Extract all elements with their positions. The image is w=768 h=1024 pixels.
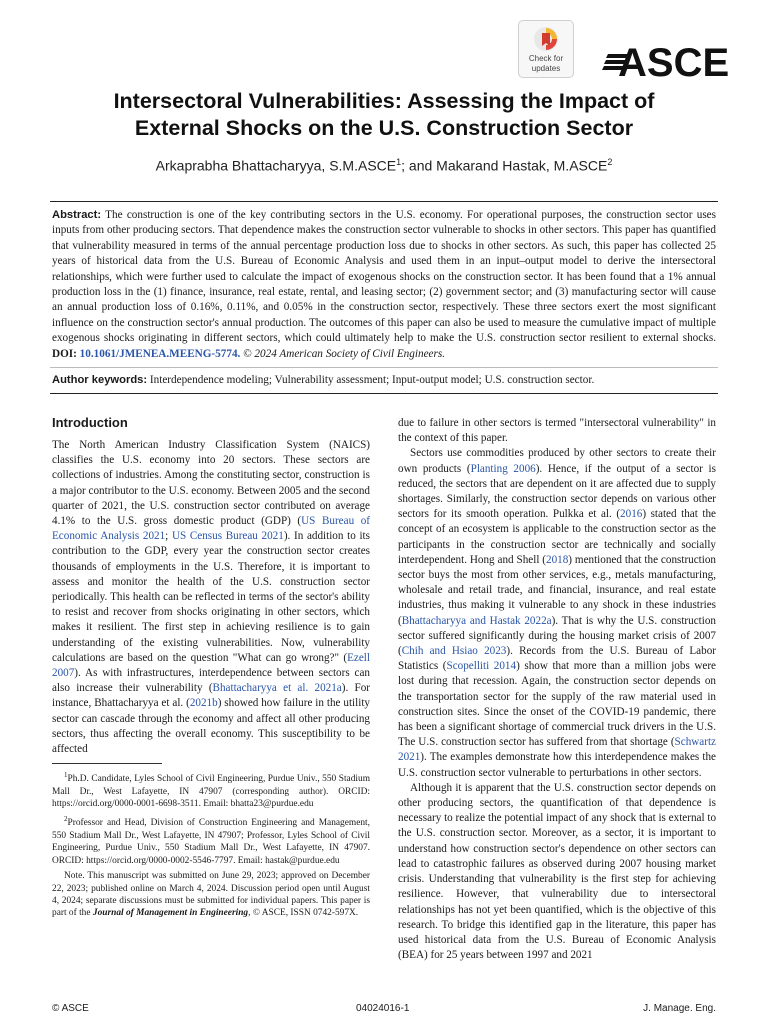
abstract	[52, 208, 716, 362]
paper-title	[40, 88, 728, 142]
journal-name: Journal of Management in Engineering	[92, 908, 249, 919]
footer-publisher: © ASCE	[52, 1003, 89, 1014]
text-run: Sectors use commodities produced by other sectors to create their own products (	[398, 447, 716, 475]
citation-link[interactable]: Bhattacharyya et al. 2021a	[212, 682, 342, 695]
text-run: ). Hence, if the output of a sector is reduced, the sectors that are dependent on it are affected due to supply shortages. Similarly, the construction sector depends on various other sectors for its smooth operation. Pulkka et al. (	[398, 462, 716, 521]
text-run: ). Records from the U.S. Bureau of Labor Statistics (	[398, 645, 716, 673]
badge-line2: updates	[531, 64, 561, 73]
text-run: ). For instance, Bhattacharyya et al. (	[52, 682, 370, 710]
doi-link[interactable]: 10.1061/JMENEA.MEENG-5774.	[79, 347, 241, 360]
keywords-text: Interdependence modeling; Vulnerability assessment; Input-output model; U.S. construction sector.	[149, 374, 595, 386]
abstract-copyright: © 2024 American Society of Civil Engineers.	[243, 347, 446, 360]
right-column	[398, 416, 716, 963]
note-text: , © ASCE, ISSN 0742-597X.	[248, 908, 359, 919]
note-text: Note. This manuscript was submitted on June 29, 2023; approved on December 22, 2023; published online on March 4, 2024. Discussion period open until August 4, 2024; separate discussions must be submitted for individual papers. This paper is part of the	[52, 871, 370, 919]
citation-link[interactable]: Bhattacharyya and Hastak 2022a	[401, 614, 552, 627]
keywords-bottom-rule	[50, 393, 718, 394]
text-run: ) stated that the concept of an ecosystem is applicable to the construction sector as the participants in the construction sector are technically and socially interdependent. Hong and Shell (	[398, 508, 716, 566]
citation-link[interactable]: 2016	[620, 508, 643, 521]
citation-link[interactable]: Schwartz 2021	[398, 736, 716, 764]
abstract-text: The construction is one of the key contributing sectors in the U.S. economy. For operational purposes, the construction sector uses inputs from other producing sectors. That dependence makes the construction sector vulnerable to shocks in other sectors. This paper has quantified that vulnerability measured in terms of the annual percentage production loss due to shocks in other sectors. As such, this paper has collected 25 years of historical data from the U.S. Bureau of Economic Analysis and used them in an input–output model to derive the intersectoral relationships, which were further used to calculate the impact of exogenous shocks on the construction sector. It has been found that a 1% annual production loss in the (1) finance, insurance, real estate, rental, and leasing sector; (2) government sector; and (3) manufacturing sector will cause an annual production loss of 0.16%, 0.11%, and 0.05% in the construction sector, respectively. These three sectors exert the most significant influence on the construction sector's annual production. The outcomes of this paper can also be used to measure the cumulative impact of multiple exogenous shocks originating in different sectors, which could ultimately help to make the U.S. construction sector resilient to external shocks.	[52, 209, 716, 345]
check-for-updates-badge[interactable]	[518, 20, 574, 78]
citation-link[interactable]: US Census Bureau 2021	[171, 530, 284, 543]
author-keywords	[52, 373, 716, 388]
text-run: ) mentioned that the construction sector buys the most from other services, e.g., metals manufacturing, wholesale and retail trade, and financial, insurance, and real estate industries, thus making it vulnerable to any shock in these industries (	[398, 553, 716, 627]
author2-affil: 2	[607, 157, 613, 167]
citation-link[interactable]: US Bureau of Economic Analysis 2021	[52, 515, 370, 543]
footnote-2	[52, 813, 370, 867]
author-list	[40, 153, 728, 175]
citation-link[interactable]: Planting 2006	[470, 462, 536, 475]
footnote-marker: 2	[64, 815, 68, 824]
text-run: ). As with infrastructures, interdependence between sectors can also increase their vulnerability (	[52, 667, 370, 695]
author-separator: ; and Makarand Hastak, M.ASCE	[401, 157, 608, 174]
author1: Arkaprabha Bhattacharyya, S.M.ASCE	[155, 157, 397, 174]
footnote-1	[52, 769, 370, 810]
badge-line1: Check for	[528, 54, 564, 63]
right-paragraph-1: due to failure in other sectors is termed "intersectoral vulnerability" in the context of this paper.	[398, 417, 716, 445]
citation-link[interactable]: Scopelliti 2014	[446, 660, 517, 673]
intro-paragraph-1	[52, 438, 370, 757]
text-run: ) show that more than a million jobs were lost during that recession. Again, the construction sector depends on the transportation sector for the supply of the raw material used in construction sites. Since the onset of the COVID-19 pandemic, there has been a significant shortage of commercial truck drivers in the U.S. The U.S. construction sector has suffered from that shortage (	[398, 660, 716, 749]
asce-logo	[602, 40, 730, 85]
text-run: The North American Industry Classification System (NAICS) classifies the U.S. economy into 20 sectors. These sectors are collections of industries. Among the constituting sector, construction is a major contributor to the U.S. economy. Between 2005 and the second quarter of 2021, the U.S. construction sector contributed on average 4.1% to the U.S. gross domestic product (GDP) (	[52, 439, 370, 528]
footnote-text: Ph.D. Candidate, Lyles School of Civil Engineering, Purdue Univ., 550 Stadium Mall Dr., West Lafayette, IN 47907 (corresponding author). ORCID: https://orcid.org/0000-0001-6698-3511. Email: bhatta23@purdue.edu	[52, 774, 370, 809]
text-run: ;	[165, 530, 172, 543]
citation-link[interactable]: 2018	[546, 553, 569, 566]
right-paragraph-2	[398, 446, 716, 780]
keywords-label: Author keywords:	[52, 374, 148, 386]
text-run: ). In addition to its contribution to the GDP, every year the construction sector creates thousands of employments in the U.S. Therefore, it is important to assess and monitor the health of the U.S. construction sector periodically. This health can be reflected in terms of the sector's ability to resist and recover from shocks originating in other sectors, which makes it resilient. The first step in achieving resilience is to gain understanding of the existing vulnerabilities. Now, vulnerability calculations are based on the question "What can go wrong?" (	[52, 530, 370, 664]
footer-journal: J. Manage. Eng.	[643, 1003, 716, 1014]
citation-link[interactable]: Ezell 2007	[52, 651, 370, 680]
footer-page-id: 04024016-1	[356, 1003, 410, 1014]
citation-link[interactable]: Chih and Hsiao 2023	[401, 645, 507, 658]
author1-affil: 1	[396, 157, 402, 167]
footnote-text: Professor and Head, Division of Construction Engineering and Management, 550 Stadium Mall Dr., West Lafayette, IN 47907; Professor, Lyles School of Civil Engineering, Purdue Univ., 550 Stadium Mall Dr., West Lafayette, IN 47907. ORCID: https://orcid.org/0000-0002-5546-7797. Email: hastak@purdue.edu	[52, 818, 370, 866]
left-column	[52, 438, 370, 757]
page-footer	[52, 1003, 716, 1017]
footnote-rule	[52, 763, 162, 764]
text-run: ) showed how failure in the utility sector can cascade through the economy and affect all other producing sectors, thus affecting the overall economy. This susceptibility to be affected	[52, 697, 371, 756]
abstract-top-rule	[50, 201, 718, 202]
submission-note	[52, 870, 370, 920]
right-paragraph-3: Although it is apparent that the U.S. construction sector depends on other producing sectors, the quantification of that dependence is necessary to realize the potential impact of any shock that is external to the U.S. construction sector. Moreover, as a sector, it is important to understand how construction sector's dependence on other sectors can lead to catastrophic failures as observed during 2007 housing market crisis. Understanding that vulnerability is the first step for achieving resilience. However, that vulnerability due to intersectoral relationships has not yet been quantified, which is the objective of this research. To bridge this identified gap in the literature, this paper has used historical data from the U.S. Bureau of Economic Analysis (BEA) for 25 years between 1997 and 2021	[398, 781, 717, 962]
title-line2: External Shocks on the U.S. Construction Sector	[134, 116, 634, 140]
title-line1: Intersectoral Vulnerabilities: Assessing the Impact of	[113, 89, 655, 113]
introduction-heading: Introduction	[52, 415, 128, 430]
text-run: ). The examples demonstrate how this interdependence makes the U.S. construction sector vulnerable to perturbations in other sectors.	[398, 751, 716, 779]
check-for-updates-icon	[533, 25, 559, 53]
doi-label: DOI:	[52, 347, 77, 360]
footnotes	[52, 769, 370, 923]
keywords-rule	[50, 367, 718, 368]
asce-logo-text: ASCE	[618, 41, 730, 85]
citation-link[interactable]: 2021b	[189, 697, 218, 710]
footnote-marker: 1	[64, 771, 68, 779]
text-run: ). That is why the U.S. construction sector suffered significantly during the housing market crisis of 2007 (	[398, 614, 716, 658]
abstract-label: Abstract:	[52, 209, 102, 221]
